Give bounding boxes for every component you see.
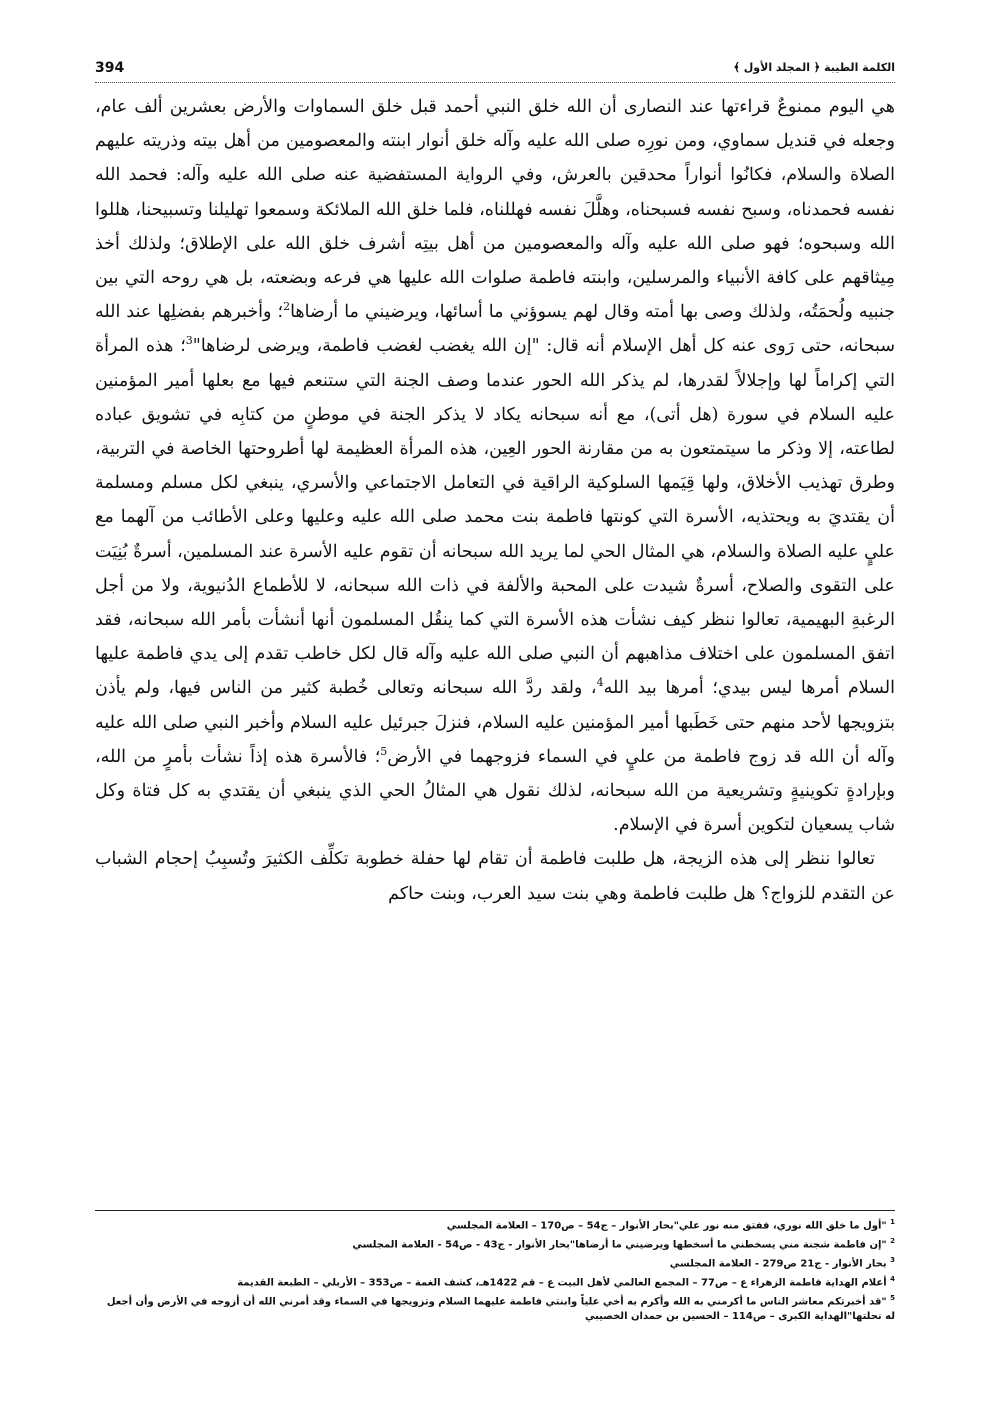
footnote-text: "إن فاطمة شجنة مني يسخطني ما أسخطها ويرضيني ما أرضاها"بحار الأنوار - ج43 - ص54 - العلامة المجلسي — [352, 1239, 887, 1251]
main-text — [95, 90, 895, 911]
footnote-number: 1 — [890, 1218, 895, 1226]
footnote — [95, 1215, 895, 1234]
footnote — [95, 1234, 895, 1253]
running-title: الكلمة الطيبة ﴿ المجلد الأول ﴾ — [727, 61, 895, 74]
text-segment: هي اليوم ممنوعٌ قراءتها عند النصارى أن الله خلق النبي أحمد قبل خلق السماوات والأرض بعشرين ألف عام، وجعله في قنديل سماوي، ومن نورِه صلى الله عليه وآله خلق أنوار ابنته والمعصومين من أهل بيته وذريته عليهم الصلاة والسلام، فكانُوا أنواراً محدقين بالعرش، وفي الرواية المستفضية عنه صلى الله عليه وآله: فحمد الله نفسه فحمدناه، وسبح نفسه فسبحناه، وهلَّلَ نفسه فهللناه، فلما خلق الله الملائكة وسمعوا تهليلنا وتسبيحنا، هللوا الله وسبحوه؛ فهو صلى الله عليه وآله والمعصومين من أهل بيتِه أشرف خلق الله على الإطلاق؛ ولذلك أخذ مِيثاقهم على كافة الأنبياء والمرسلين، وابنته فاطمة صلوات الله عليها هي فرعه وبضعته، بل هي روحه التي بين جنبيه ولُحمَتُه، ولذلك وصى بها أمته وقال لهم يسوؤني ما أسائها، ويرضيني ما أرضاها — [95, 97, 895, 323]
footnote-ref-3: 3 — [185, 334, 193, 348]
footnote-divider — [95, 1210, 895, 1211]
footnote — [95, 1291, 895, 1325]
footnote-text: أعلام الهداية فاطمة الزهراء ع – ص77 – المجمع العالمي لأهل البيت ع – قم 1422هـ، كشف الغمة – ص353 – الأربلي – الطبعة القديمة — [237, 1277, 887, 1289]
footnote-text: "قد أخبرتكم معاشر الناس ما أكرمني به الله وأكرم به أخي علياً وابنتي فاطمة عليهما السلام وتزويجها في السماء وقد أمرني الله أن أزوجه في الأرض وأن أجعل له نحلتها"الهداية الكبرى – ص114 – الحسين بن حمدان الخصيبي — [106, 1296, 895, 1322]
footnote-number: 2 — [890, 1236, 895, 1245]
footnote-number: 3 — [890, 1255, 895, 1264]
text-segment: ؛ هذه المرأة التي إكراماً لها وإجلالاً لقدرها، لم يذكر الله الحور عندما وصف الجنة التي ستنعم فيها مع بعلها أمير المؤمنين عليه السلام في سورة (هل أتى)، مع أنه سبحانه يكاد لا يذكر الجنة في موطنٍ من كتابِه في تشويق عباده لطاعته، إلا وذكر ما سيتمتعون به من مقارنة الحور العِين، هذه المرأة العظيمة لها أطروحتها الخاصة في التربية، وطرق تهذيب الأخلاق، ولها قِيَمها السلوكية الراقية في التعامل الاجتماعي والأسري، ينبغي لكل مسلم ومسلمة أن يقتديَ به ويحتذيه، الأسرة التي كونتها فاطمة بنت محمد صلى الله عليه وعليها وعلى الأطائب من آلهما مع عليٍ عليه الصلاة والسلام، هي المثال الحي لما يريد الله سبحانه أن تقوم عليه الأسرة عند المسلمين، أسرةٌ بُنِيَت على التقوى والصلاح، أسرةٌ شيدت على المحبة والألفة في ذات الله سبحانه، لا للأطماع الدُنيوية، ولا من أجل الرغبةِ البهيمية، تعالوا ننظر كيف نشأت هذه الأسرة التي كما ينقُل المسلمون أنها أنشأت بأمر الله سبحانه، فقد اتفق المسلمون على اختلاف مذاهبهم أن النبي صلى الله عليه وآله قال لكل خاطب تقدم إلى يدي فاطمة عليها السلام أمرها ليس بيدي؛ أمرها بيد الله — [95, 336, 895, 699]
footnote-ref-2: 2 — [283, 300, 291, 314]
footnote-number: 4 — [890, 1274, 895, 1283]
footnote-ref-4: 4 — [596, 676, 604, 690]
page-header — [95, 60, 895, 83]
footnote-text: بحار الأنوار - ج21 ص279 - العلامة المجلسي — [669, 1258, 887, 1270]
paragraph-2: تعالوا ننظر إلى هذه الزيجة، هل طلبت فاطمة أن تقام لها حفلة خطوبة تكلِّف الكثيرَ وتُسبِبُ إحجام الشباب عن التقدم للزواج؟ هل طلبت فاطمة وهي بنت سيد العرب، وبنت حاكم — [95, 849, 895, 904]
footnote-number: 5 — [890, 1293, 895, 1302]
footnote — [95, 1272, 895, 1291]
page-number: 394 — [95, 60, 130, 76]
text-segment: ؛ وأخبرهم بفضلِها عند الله سبحانه، حتى رَوى عنه كل أهل الإسلام أنه قال: "إن الله يغضب لغضب فاطمة، ويرضى لرضاها" — [95, 302, 895, 357]
paragraph-1 — [95, 90, 895, 842]
footnotes — [95, 1215, 895, 1324]
text-segment: ؛ فالأسرة هذه إذاً نشأت بأمرٍ من الله، وبإرادةٍ تكوينيةٍ وتشريعية من الله سبحانه، لذلك نقول هي المثالُ الحي الذي ينبغي أن يقتدي به كل فتاة وكل شاب يسعيان لتكوين أسرة في الإسلام. — [95, 746, 895, 836]
footnote-text: "أول ما خلق الله نوري، ففتق منه نور علي"بحار الأنوار – ج54 – ص170 – العلامة المجلسي — [446, 1220, 887, 1232]
footnote — [95, 1253, 895, 1272]
text-segment: ، ولقد ردَّ الله سبحانه وتعالى خُطبة كثير من الناس فيها، ولم يأذن بتزويجها لأحد منهم حتى خَطَبها أمير المؤمنين عليه السلام، فنزلَ جبرئيل عليه السلام وأخبر النبي صلى الله عليه وآله أن الله قد زوج فاطمة من عليٍ في السماء فزوجهما في الأرض — [95, 678, 895, 767]
footnote-ref-5: 5 — [380, 745, 388, 759]
